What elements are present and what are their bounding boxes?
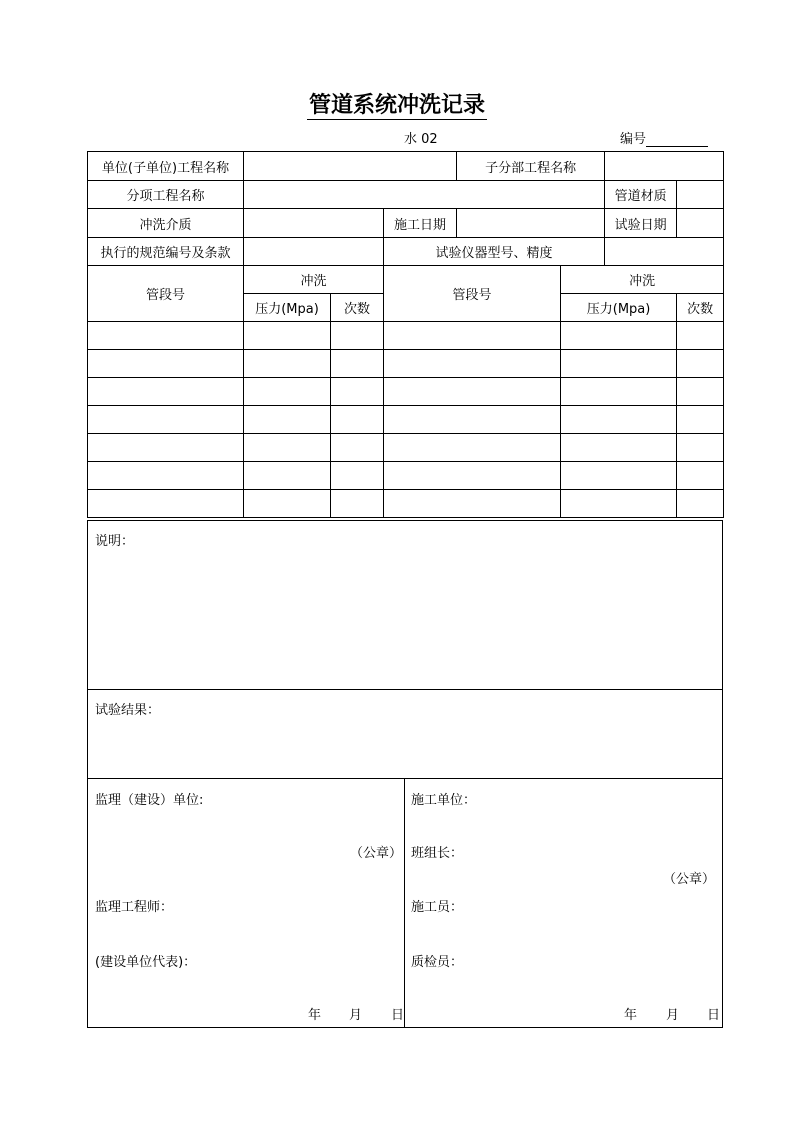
data-cell[interactable] (331, 406, 384, 434)
table-row (88, 490, 724, 518)
flush-header-left: 冲洗 (244, 266, 384, 294)
table-row (88, 322, 724, 350)
data-cell[interactable] (331, 490, 384, 518)
owner-rep-label: (建设单位代表)： (95, 955, 197, 970)
flush-medium-label: 冲洗介质 (88, 209, 244, 238)
table-row (88, 406, 724, 434)
unit-name-label: 单位(子单位)工程名称 (88, 152, 244, 181)
construction-unit-label: 施工单位： (411, 793, 477, 808)
notes-label: 说明： (95, 534, 135, 549)
data-cell[interactable] (677, 322, 724, 350)
construction-date-label: 施工日期 (384, 209, 457, 238)
result-section[interactable] (87, 689, 723, 779)
item-name-value[interactable] (244, 181, 605, 209)
record-table (87, 151, 724, 518)
data-cell[interactable] (677, 462, 724, 490)
data-cell[interactable] (244, 322, 331, 350)
left-date-month: 月 (349, 1008, 363, 1023)
supervision-seal: （公章） (350, 846, 403, 861)
data-cell[interactable] (88, 322, 244, 350)
data-cell[interactable] (677, 350, 724, 378)
times-header-left: 次数 (331, 294, 384, 322)
standard-label: 执行的规范编号及条款 (88, 238, 244, 266)
subunit-name-label: 子分部工程名称 (457, 152, 605, 181)
data-cell[interactable] (561, 462, 677, 490)
data-cell[interactable] (331, 462, 384, 490)
data-cell[interactable] (88, 490, 244, 518)
construction-date-value[interactable] (457, 209, 605, 238)
header-row-4 (88, 238, 724, 266)
form-frame (87, 151, 723, 1028)
data-cell[interactable] (331, 322, 384, 350)
data-cell[interactable] (88, 406, 244, 434)
table-row (88, 378, 724, 406)
left-date-day: 日 (391, 1008, 405, 1023)
signature-right (404, 778, 723, 1028)
data-cell[interactable] (244, 462, 331, 490)
table-row (88, 434, 724, 462)
data-cell[interactable] (384, 490, 561, 518)
standard-value[interactable] (244, 238, 384, 266)
table-row (88, 462, 724, 490)
data-cell[interactable] (561, 490, 677, 518)
data-cell[interactable] (331, 350, 384, 378)
construction-seal: （公章） (663, 872, 716, 887)
instrument-value[interactable] (605, 238, 724, 266)
data-cell[interactable] (331, 378, 384, 406)
flush-medium-value[interactable] (244, 209, 384, 238)
data-cell[interactable] (88, 378, 244, 406)
column-header-row-1 (88, 266, 724, 294)
data-cell[interactable] (384, 406, 561, 434)
form-code: 水 02 (404, 132, 438, 147)
data-cell[interactable] (677, 490, 724, 518)
data-cell[interactable] (244, 434, 331, 462)
supervision-unit-label: 监理（建设）单位: (95, 793, 204, 808)
data-cell[interactable] (561, 350, 677, 378)
segment-header-right: 管段号 (384, 266, 561, 322)
test-date-label: 试验日期 (605, 209, 677, 238)
notes-section[interactable] (87, 520, 723, 690)
data-cell[interactable] (677, 434, 724, 462)
times-header-right: 次数 (677, 294, 724, 322)
header-row-3 (88, 209, 724, 238)
right-date-day: 日 (707, 1008, 721, 1023)
result-label: 试验结果： (95, 703, 161, 718)
page-title: 管道系统冲洗记录 (308, 92, 485, 118)
data-cell[interactable] (88, 434, 244, 462)
data-cell[interactable] (677, 378, 724, 406)
serial-label: 编号 (620, 132, 647, 147)
header-row-1 (88, 152, 724, 181)
right-date-year: 年 (624, 1008, 638, 1023)
header-row-2 (88, 181, 724, 209)
unit-name-value[interactable] (244, 152, 457, 181)
test-date-value[interactable] (677, 209, 724, 238)
data-cell[interactable] (561, 322, 677, 350)
builder-label: 施工员： (411, 900, 464, 915)
team-leader-label: 班组长： (411, 846, 464, 861)
data-cell[interactable] (244, 378, 331, 406)
serial-input-line[interactable] (646, 132, 708, 147)
data-cell[interactable] (561, 434, 677, 462)
pressure-header-left: 压力(Mpa) (244, 294, 331, 322)
subunit-name-value[interactable] (605, 152, 724, 181)
pipe-material-value[interactable] (677, 181, 724, 209)
data-cell[interactable] (88, 462, 244, 490)
data-cell[interactable] (384, 350, 561, 378)
left-date-year: 年 (308, 1008, 322, 1023)
supervision-engineer-label: 监理工程师： (95, 900, 174, 915)
serial-number (620, 128, 708, 147)
segment-header-left: 管段号 (88, 266, 244, 322)
data-cell[interactable] (561, 406, 677, 434)
data-cell[interactable] (384, 434, 561, 462)
data-cell[interactable] (384, 322, 561, 350)
data-cell[interactable] (677, 406, 724, 434)
data-cell[interactable] (244, 350, 331, 378)
item-name-label: 分项工程名称 (88, 181, 244, 209)
data-cell[interactable] (384, 462, 561, 490)
instrument-label: 试验仪器型号、精度 (384, 238, 605, 266)
table-row (88, 350, 724, 378)
data-cell[interactable] (331, 434, 384, 462)
right-date-month: 月 (666, 1008, 680, 1023)
pipe-material-label: 管道材质 (605, 181, 677, 209)
flush-header-right: 冲洗 (561, 266, 724, 294)
data-cell[interactable] (384, 378, 561, 406)
data-cell[interactable] (244, 406, 331, 434)
data-cell[interactable] (88, 350, 244, 378)
pressure-header-right: 压力(Mpa) (561, 294, 677, 322)
inspector-label: 质检员： (411, 955, 464, 970)
data-cell[interactable] (561, 378, 677, 406)
data-cell[interactable] (244, 490, 331, 518)
